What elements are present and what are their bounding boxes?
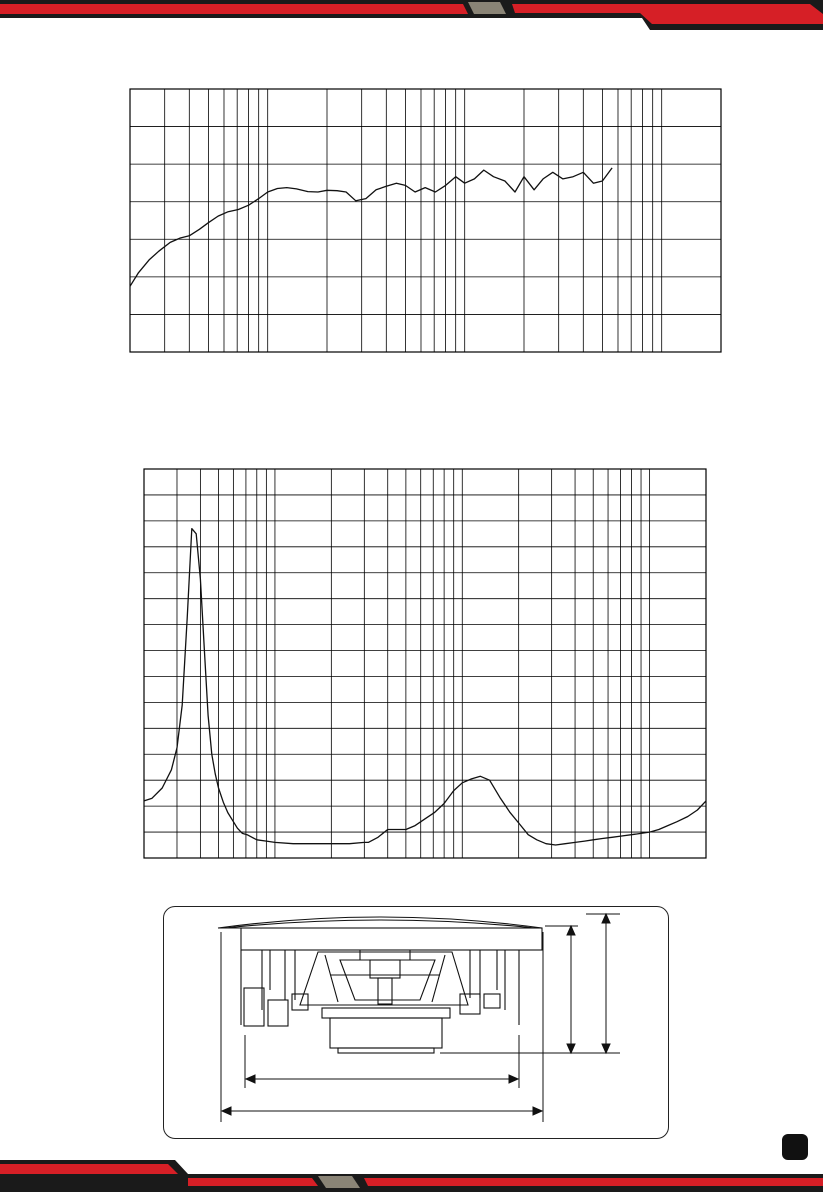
page-number-badge	[782, 1134, 808, 1160]
magnet	[330, 1018, 442, 1048]
grille-dome	[218, 917, 542, 928]
mounting-flange	[241, 928, 542, 950]
footer-banner	[0, 1152, 823, 1192]
side-clamp	[244, 988, 264, 1026]
